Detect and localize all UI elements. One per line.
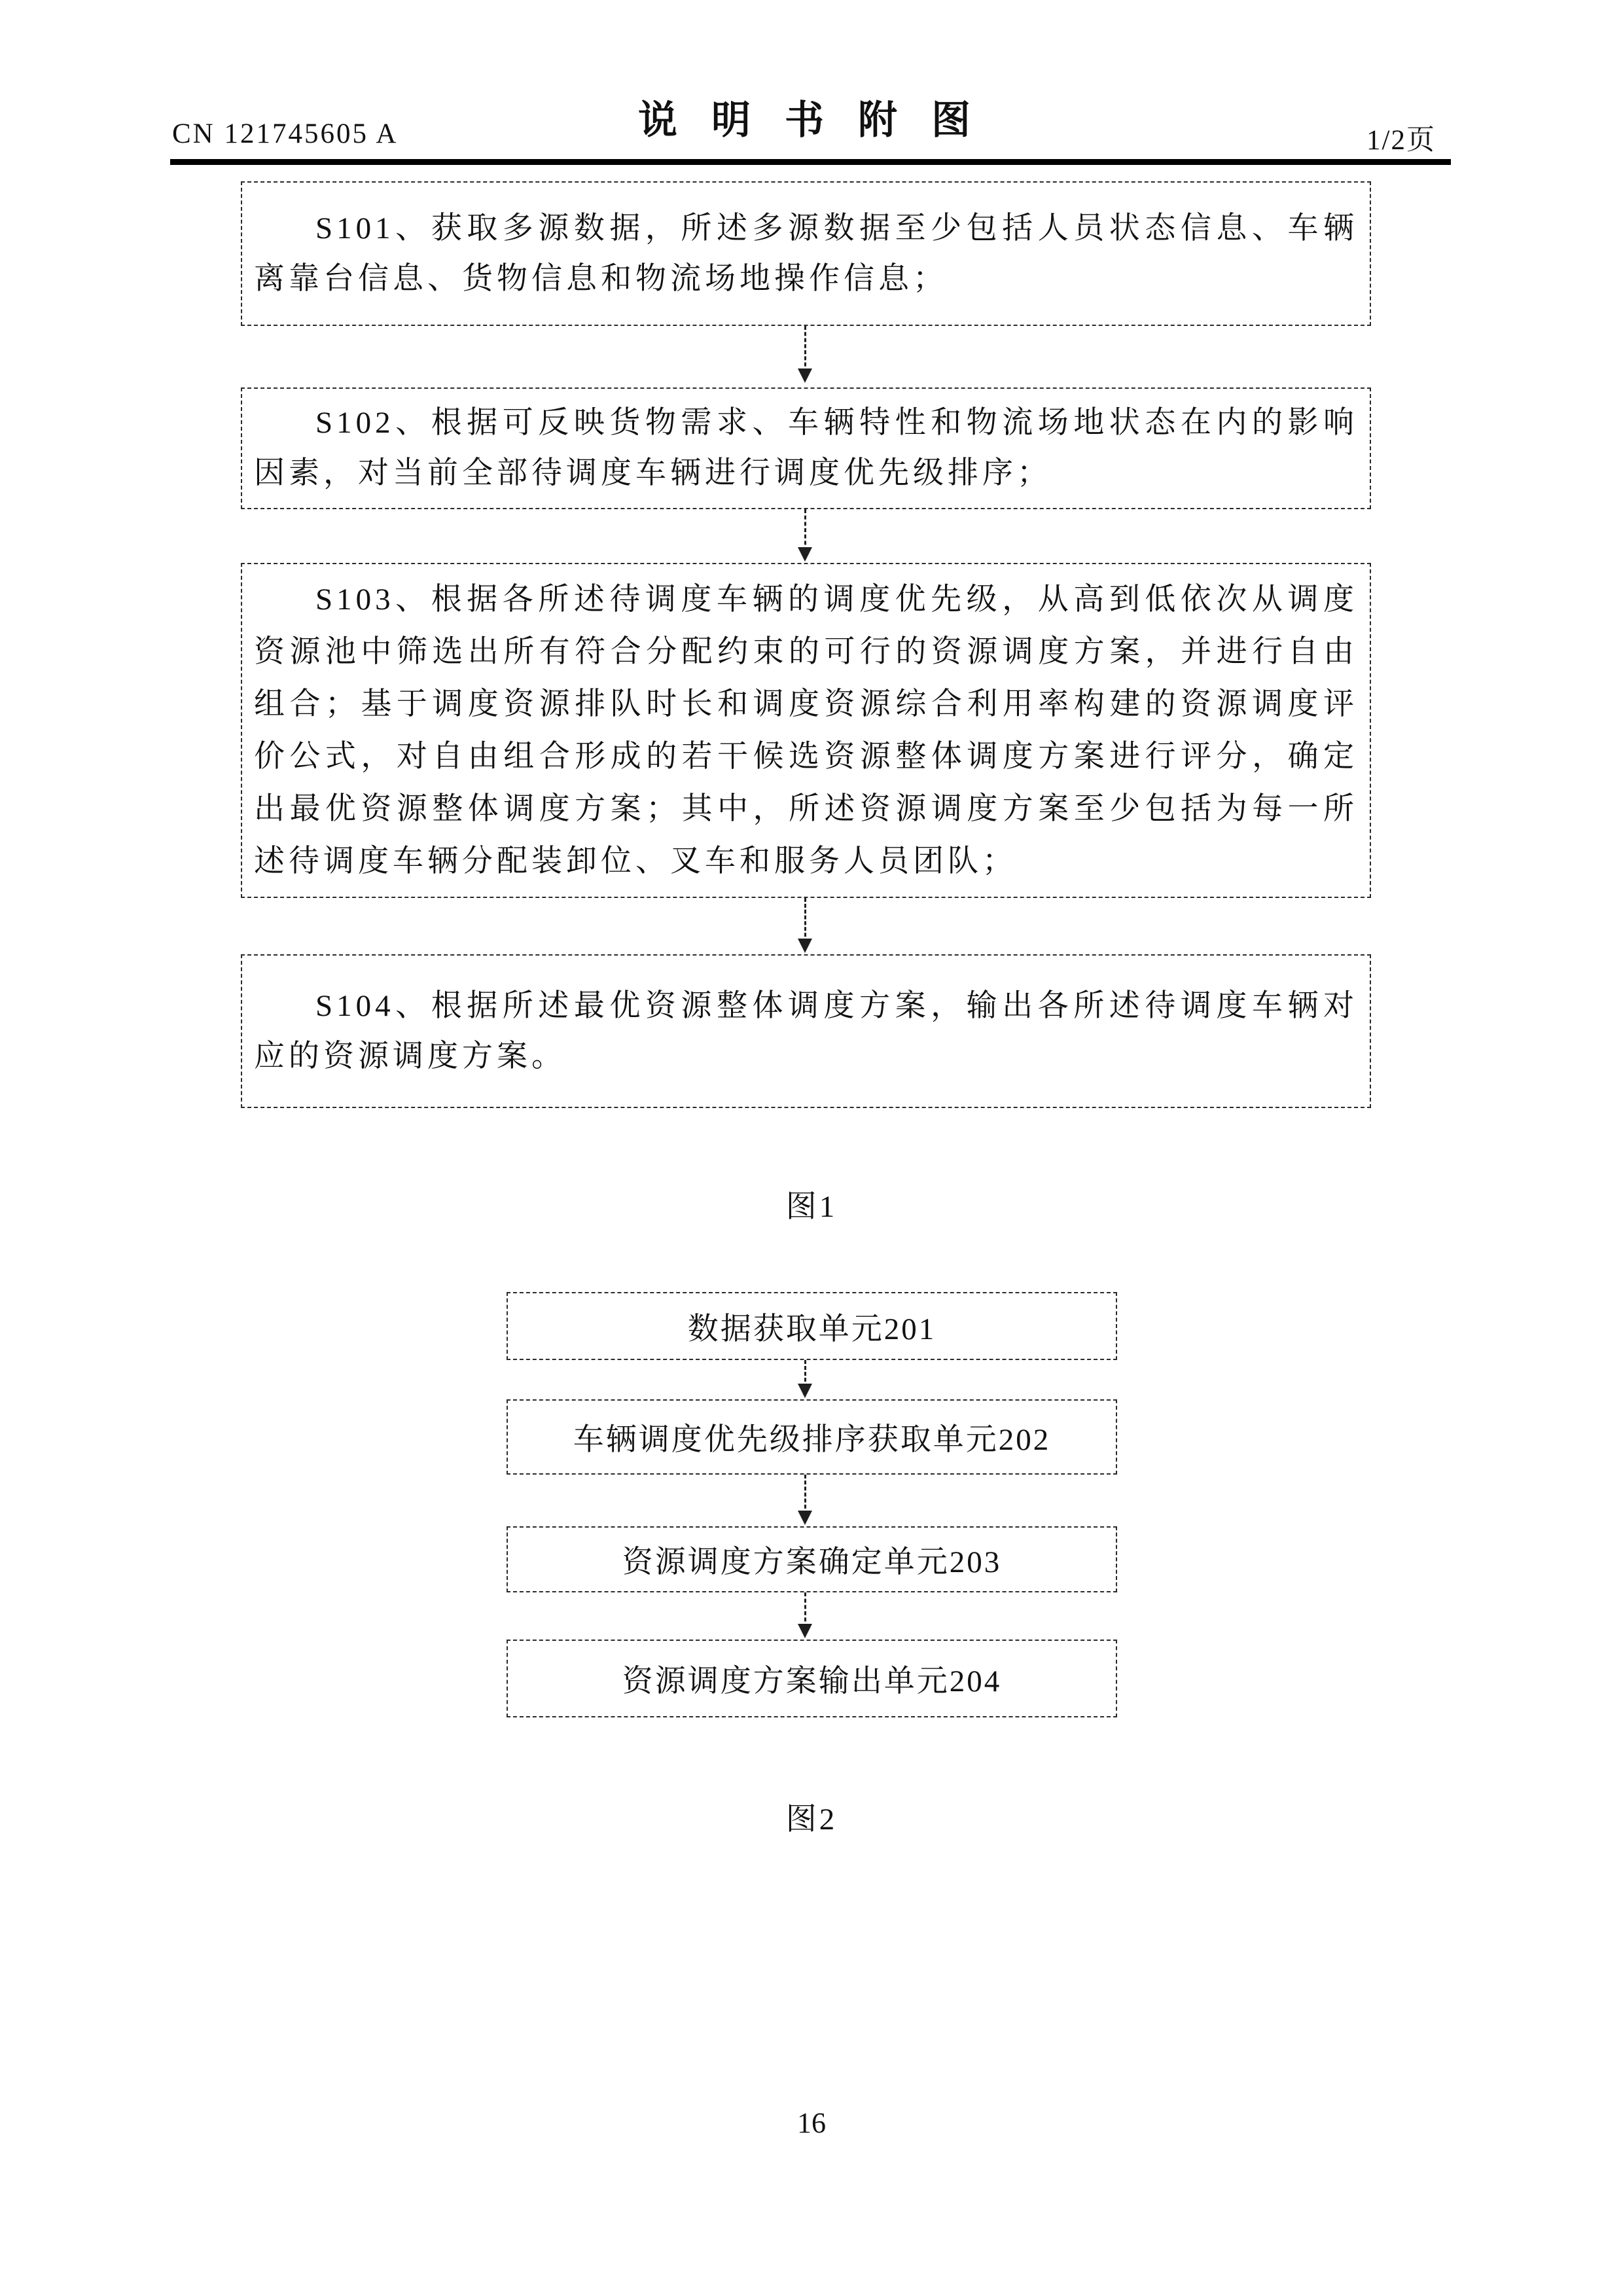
page-indicator: 1/2页 xyxy=(1366,125,1436,156)
flow-step-s101-text: S101、获取多源数据，所述多源数据至少包括人员状态信息、车辆离靠台信息、货物信息和物流场地操作信息； xyxy=(254,211,1358,296)
header-rule xyxy=(170,159,1451,165)
flow-step-s101 xyxy=(241,181,1371,326)
unit-box-204-label: 资源调度方案输出单元204 xyxy=(622,1664,1002,1698)
unit-box-202-label: 车辆调度优先级排序获取单元202 xyxy=(573,1423,1051,1457)
unit-box-201 xyxy=(507,1292,1117,1360)
unit-box-202 xyxy=(507,1399,1117,1475)
unit-box-201-label: 数据获取单元201 xyxy=(687,1312,936,1346)
document-number: CN 121745605 A xyxy=(172,118,399,149)
unit-box-204 xyxy=(507,1640,1117,1717)
unit-box-203 xyxy=(507,1526,1117,1592)
flow-step-s103 xyxy=(241,563,1371,898)
flow-step-s102-text: S102、根据可反映货物需求、车辆特性和物流场地状态在内的影响因素，对当前全部待调度车辆进行调度优先级排序； xyxy=(254,406,1358,490)
flow-step-s104 xyxy=(241,954,1371,1108)
figure1-caption: 图1 xyxy=(785,1190,838,1224)
unit-box-203-label: 资源调度方案确定单元203 xyxy=(622,1545,1002,1579)
flow-step-s103-text: S103、根据各所述待调度车辆的调度优先级，从高到低依次从调度资源池中筛选出所有符合分配约束的可行的资源调度方案，并进行自由组合；基于调度资源排队时长和调度资源综合利用率构建的资源调度评价公式，对自由组合形成的若干候选资源整体调度方案进行评分，确定出最优资源整体调度方案；其中，所述资源调度方案至少包括为每一所述待调度车辆分配装卸位、叉车和服务人员团队； xyxy=(254,583,1358,878)
flow-step-s102 xyxy=(241,387,1371,509)
figure2-caption: 图2 xyxy=(785,1803,838,1837)
page-number: 16 xyxy=(797,2107,826,2139)
flow-step-s104-text: S104、根据所述最优资源整体调度方案，输出各所述待调度车辆对应的资源调度方案。 xyxy=(254,988,1358,1073)
page-title: 说明书附图 xyxy=(638,99,1005,142)
